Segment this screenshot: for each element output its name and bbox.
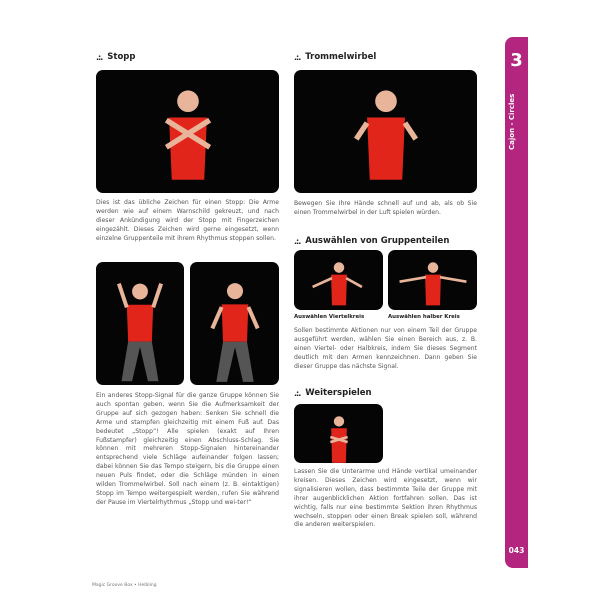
page-number: 043 — [508, 546, 525, 555]
caption-halber-kreis: Auswählen halber Kreis — [388, 314, 460, 320]
heading-weiterspielen — [294, 388, 372, 398]
photo-trommelwirbel — [294, 70, 477, 193]
three-dots-icon: .:. — [294, 388, 301, 398]
photo-stopp — [96, 70, 279, 193]
chapter-label: Cajon - Circles — [508, 93, 516, 150]
trommelwirbel-text: Bewegen Sie Ihre Hände schnell auf und ab, als ob Sie einen Trommelwirbel in der Luft spielen würden. — [294, 200, 477, 216]
weiterspielen-text: Lassen Sie die Unterarme und Hände vertikal umeinander kreisen. Dieses Zeichen wird eingesetzt, wenn wir signalisieren wollen, dass bestimmte Teile der Gruppe mit ihrer augenblicklichen Aktion fortfahren sollen. Das ist wichtig, falls nur eine bestimmte Sektion ihren Rhythmus wechseln, stoppen oder einen Break spielen soll, während die anderen weiterspielen. — [294, 468, 477, 529]
heading-text: Trommelwirbel — [305, 52, 377, 62]
chapter-number: 3 — [510, 50, 523, 71]
stopp-text: Dies ist das übliche Zeichen für einen Stopp: Die Arme werden wie auf einem Warnschild gekreuzt, und nach dieser Ankündigung wird der Stopp mit Fingerzeichen eingezählt. Dieses Zeichen wird gerne eingesetzt, wenn einzelne Gruppenteile mit ihrem Rhythmus stoppen sollen. — [96, 199, 279, 242]
caption-viertelkreis: Auswählen Viertelkreis — [294, 314, 365, 320]
stopp-signal-text — [96, 392, 279, 508]
heading-auswaehlen — [294, 236, 449, 246]
heading-stopp — [96, 52, 135, 62]
photo-stopp-signal-2 — [190, 262, 279, 385]
photo-viertelkreis — [294, 250, 383, 310]
footer-text: Magic Groove Box • Helbling — [92, 583, 157, 588]
signal-text: Ein anderes Stopp-Signal für die ganze Gruppe können Sie auch spontan geben, wenn Sie die Aufmerksamkeit der Gruppe auf sich gezogen haben: Senken Sie schnell die Arme und stampfen gleichzeitig mit einem Fuß auf. Das bedeutet „Stopp“! Alle spielen (exakt auf Ihren Fußstampfer) gleichzeitig einen Abschluss-Schlag. Sie können mit mehreren Stopp-Signalen hintereinander entsprechend viele Schläge aufeinander folgen lassen; dabei können Sie das Tempo steigern, bis die Gruppe einen neuen Puls findet, oder die Schläge münden in einen wilden Trommelwirbel. Soll nach einem (z. B. eintaktigen) Stopp im Tempo weitergespielt werden, rufen Sie während der Pause im Viertelrhythmus — [96, 392, 279, 506]
stopp-weiter-link[interactable]: „Stopp und wei-ter!“ — [188, 498, 252, 506]
photo-stopp-signal-1 — [96, 262, 184, 385]
heading-text: Auswählen von Gruppenteilen — [305, 236, 450, 246]
three-dots-icon: .:. — [96, 52, 103, 62]
photo-weiterspielen — [294, 404, 383, 463]
photo-halber-kreis — [388, 250, 477, 310]
auswaehlen-text: Sollen bestimmte Aktionen nur von einem Teil der Gruppe ausgeführt werden, wählen Sie einen Bereich aus, z. B. einen Viertel- oder Halbkreis, indem Sie dieses Segment deutlich mit den Armen kennzeichnen. Dann geben Sie dieser Gruppe das nächste Signal. — [294, 327, 477, 370]
heading-text: Weiterspielen — [305, 388, 372, 398]
three-dots-icon: .:. — [294, 52, 301, 62]
heading-trommelwirbel — [294, 52, 376, 62]
heading-text: Stopp — [107, 52, 136, 62]
three-dots-icon: .:. — [294, 236, 301, 246]
